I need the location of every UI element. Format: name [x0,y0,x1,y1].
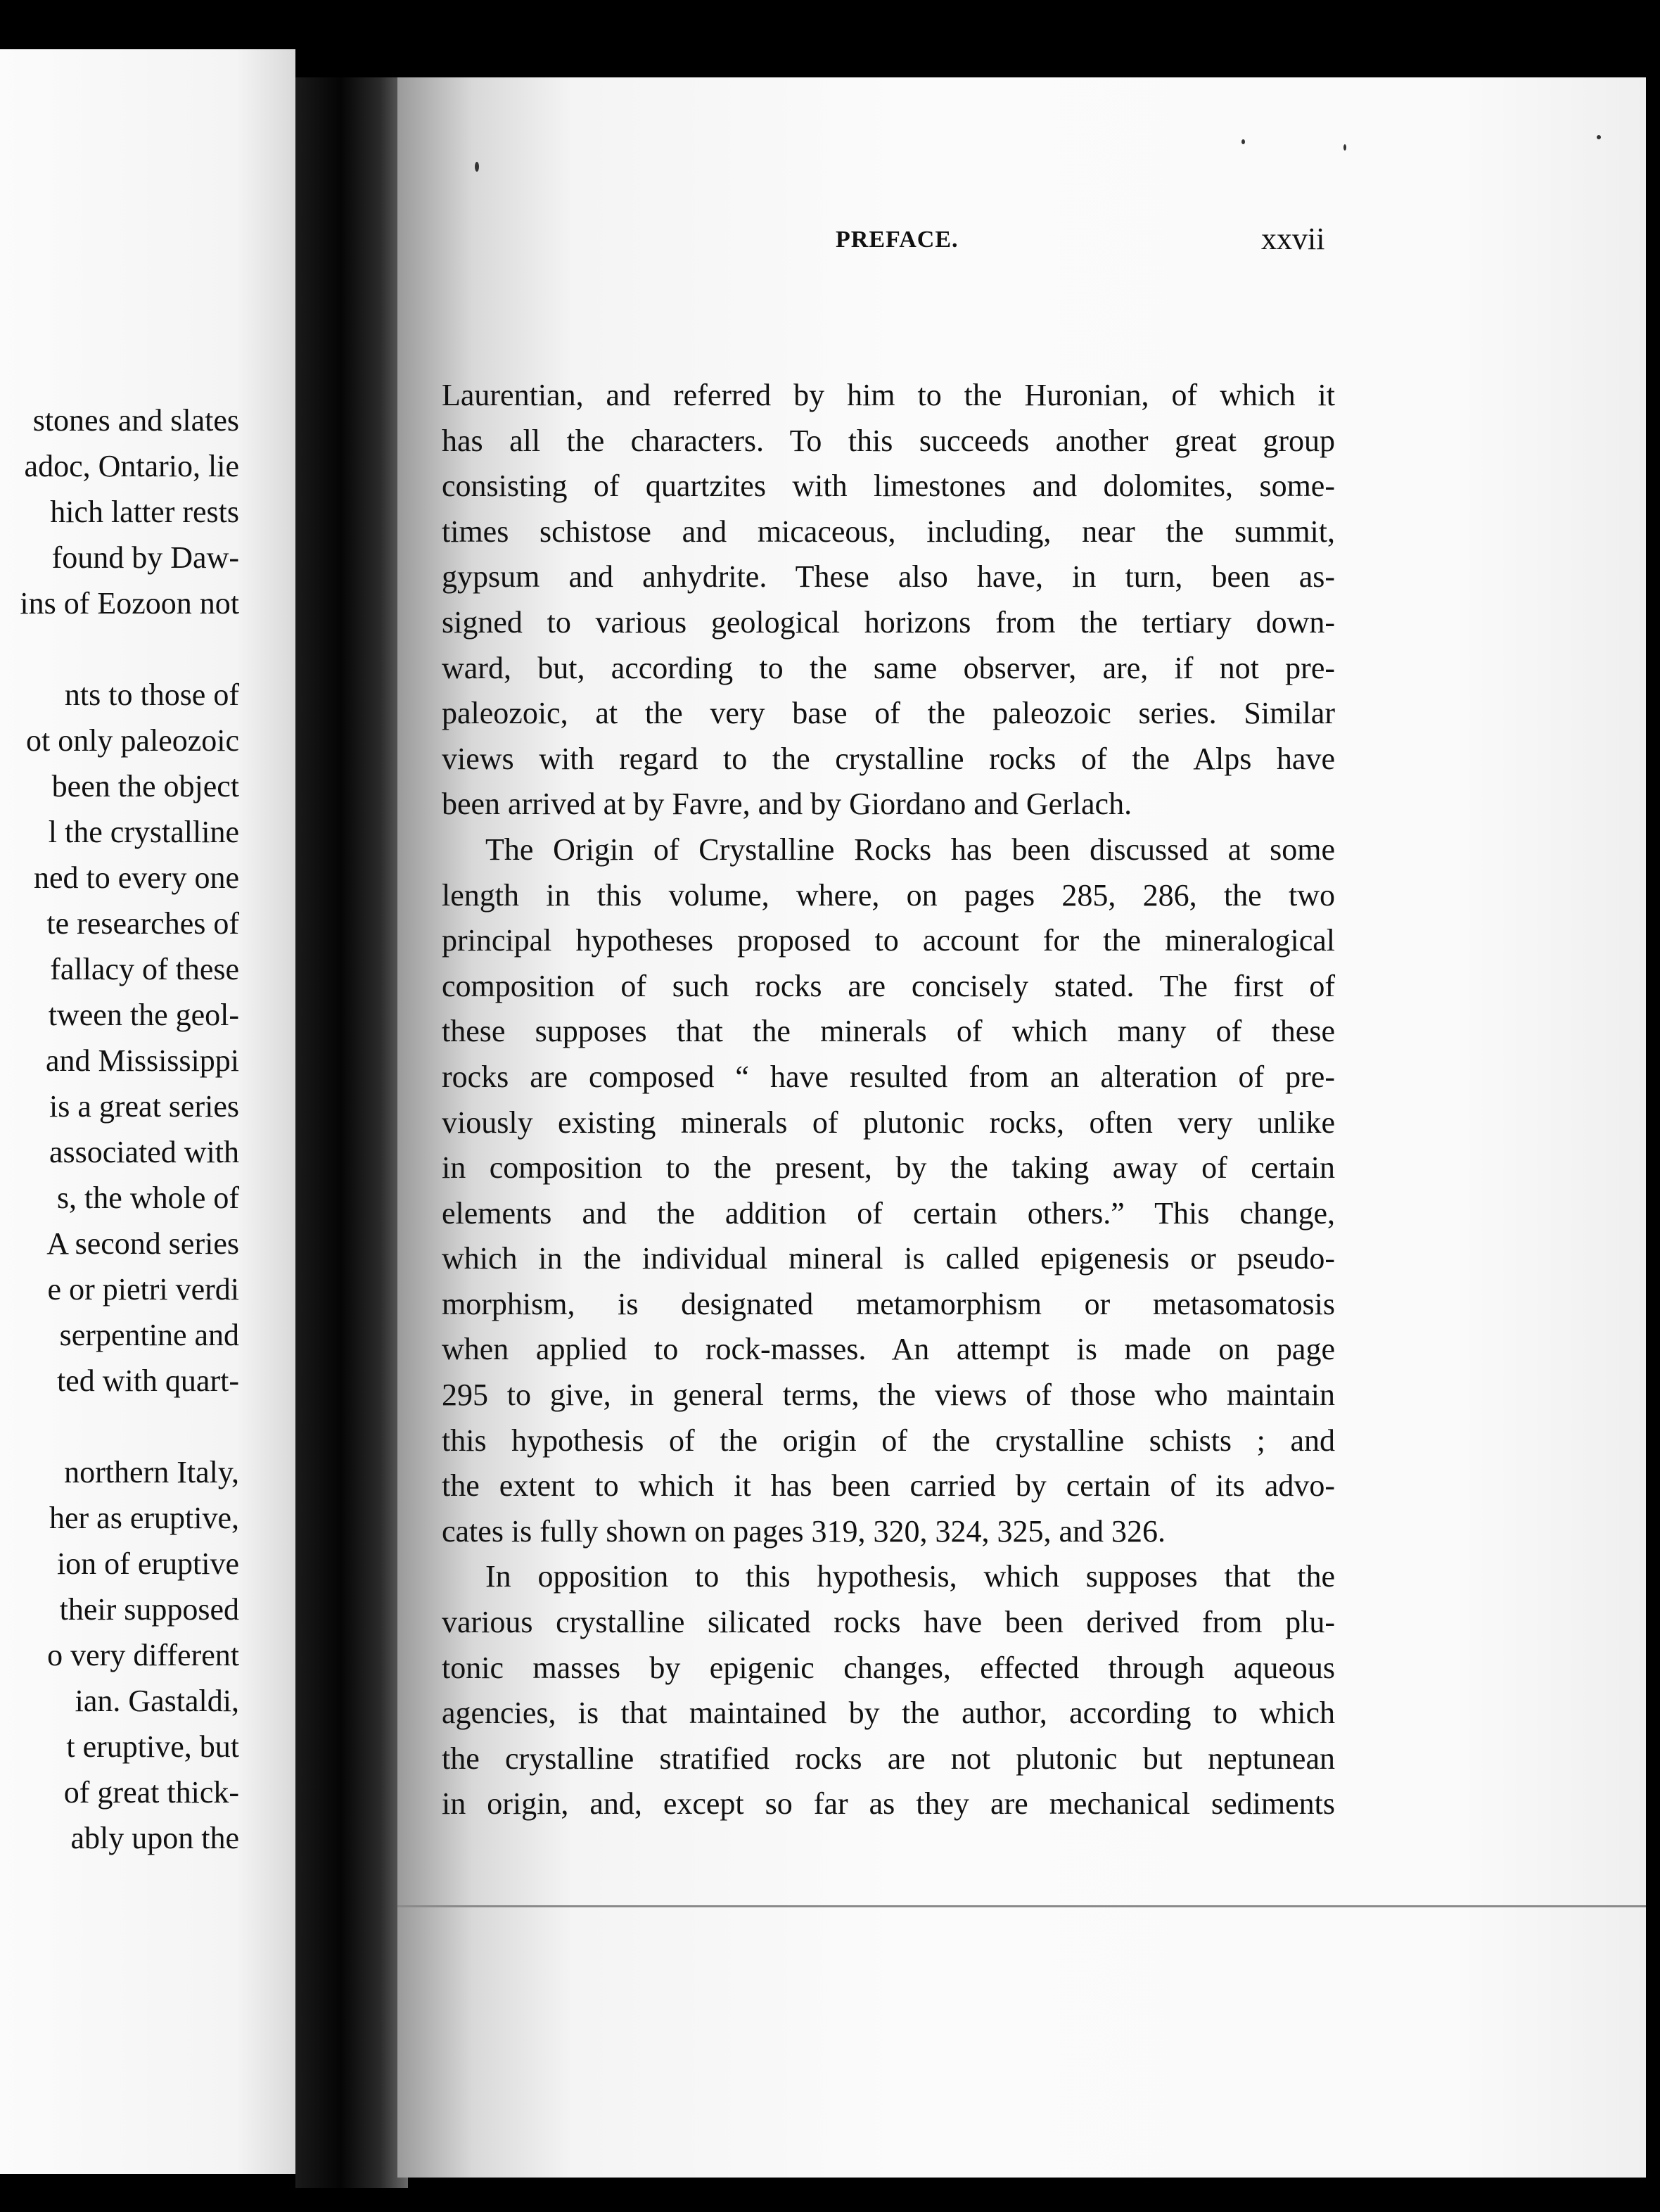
left-line: A second series [46,1226,239,1261]
page-bottom-rule [397,1905,1646,1907]
page-number: xxvii [1261,222,1325,256]
left-line: stones and slates [32,403,239,438]
text-line: signed to various geological horizons from the tertiary down- [442,604,1335,640]
text-line: tonic masses by epigenic changes, effected through aqueous [442,1650,1335,1685]
left-line: fallacy of these [50,952,239,986]
left-line: s, the whole of [56,1181,239,1215]
book-gutter-shadow [295,77,408,2188]
left-line: ted with quart- [56,1364,239,1398]
text-line: length in this volume, where, on pages 285, 286, the two [442,877,1335,913]
text-line: in composition to the present, by the taking away of certain [442,1150,1335,1186]
left-line: nts to those of [64,678,239,712]
text-line: the crystalline stratified rocks are not plutonic but neptunean [442,1741,1335,1776]
ink-speck [1343,144,1346,151]
text-line: which in the individual mineral is called epigenesis or pseudo- [442,1241,1335,1276]
text-line: principal hypotheses proposed to account for the mineralogical [442,923,1335,958]
left-line: ins of Eozoon not [20,586,239,621]
text-line: times schistose and micaceous, including, near the summit, [442,514,1335,549]
text-line: various crystalline silicated rocks have been derived from plu- [442,1605,1335,1640]
left-line: ion of eruptive [56,1546,239,1581]
left-line: of great thick- [63,1775,239,1810]
left-line: their supposed [59,1592,239,1627]
text-line: these supposes that the minerals of which many of these [442,1014,1335,1049]
text-line: agencies, is that maintained by the author, according to which [442,1696,1335,1731]
text-line: consisting of quartzites with limestones and dolomites, some- [442,469,1335,504]
left-line: t eruptive, but [66,1729,239,1764]
left-line: is a great series [49,1089,239,1124]
left-line: and Mississippi [45,1043,239,1078]
text-line: morphism, is designated metamorphism or metasomatosis [442,1286,1335,1321]
text-line: in origin, and, except so far as they are mechanical sediments [442,1786,1335,1822]
text-line: composition of such rocks are concisely stated. The first of [442,968,1335,1003]
text-line: 295 to give, in general terms, the views of those who maintain [442,1378,1335,1413]
left-line: serpentine and [59,1318,239,1352]
text-line: In opposition to this hypothesis, which supposes that the [485,1559,1335,1594]
left-page-text [0,398,239,1861]
left-line: ably upon the [70,1821,239,1855]
left-line: o very different [47,1638,239,1672]
left-line: been the object [51,769,239,803]
text-line: this hypothesis of the origin of the crystalline schists ; and [442,1423,1335,1458]
left-line: e or pietri verdi [47,1272,239,1307]
ink-speck [1597,135,1601,139]
text-line: viously existing minerals of plutonic rocks, often very unlike [442,1105,1335,1140]
left-line: found by Daw- [51,540,239,575]
left-facing-page [0,49,295,2174]
left-line: her as eruptive, [49,1501,239,1535]
left-line: ned to every one [34,860,239,895]
left-line [0,626,239,672]
text-line: Laurentian, and referred by him to the Huronian, of which it [442,378,1335,412]
ink-speck [1241,139,1245,144]
text-line: ward, but, according to the same observer, are, if not pre- [442,650,1335,685]
left-line: ot only paleozoic [25,723,239,758]
left-line: tween the geol- [48,998,239,1032]
text-line: been arrived at by Favre, and by Giordano and Gerlach. [442,787,1132,822]
text-line: The Origin of Crystalline Rocks has been discussed at some [485,832,1335,867]
left-line: adoc, Ontario, lie [24,449,239,483]
left-line: ian. Gastaldi, [75,1684,239,1718]
text-line: gypsum and anhydrite. These also have, in turn, been as- [442,559,1335,595]
left-line: te researches of [46,906,239,941]
text-line: paleozoic, at the very base of the paleozoic series. Similar [442,696,1335,731]
left-line: northern Italy, [64,1455,239,1489]
running-head-title: PREFACE. [836,227,959,253]
left-line: associated with [49,1135,239,1169]
left-line: hich latter rests [50,495,239,529]
text-line: views with regard to the crystalline rocks of the Alps have [442,741,1335,776]
ink-speck [475,162,479,172]
text-line: has all the characters. To this succeeds another great group [442,423,1335,458]
text-line: when applied to rock-masses. An attempt is made on page [442,1332,1335,1367]
text-line: the extent to which it has been carried by certain of its advo- [442,1468,1335,1504]
left-line: l the crystalline [48,815,239,849]
left-line [0,1404,239,1449]
body-text [442,373,1335,1827]
text-line: elements and the addition of certain others.” This change, [442,1195,1335,1231]
text-line: rocks are composed “ have resulted from an alteration of pre- [442,1059,1335,1094]
text-line: cates is fully shown on pages 319, 320, 324, 325, and 326. [442,1513,1166,1549]
